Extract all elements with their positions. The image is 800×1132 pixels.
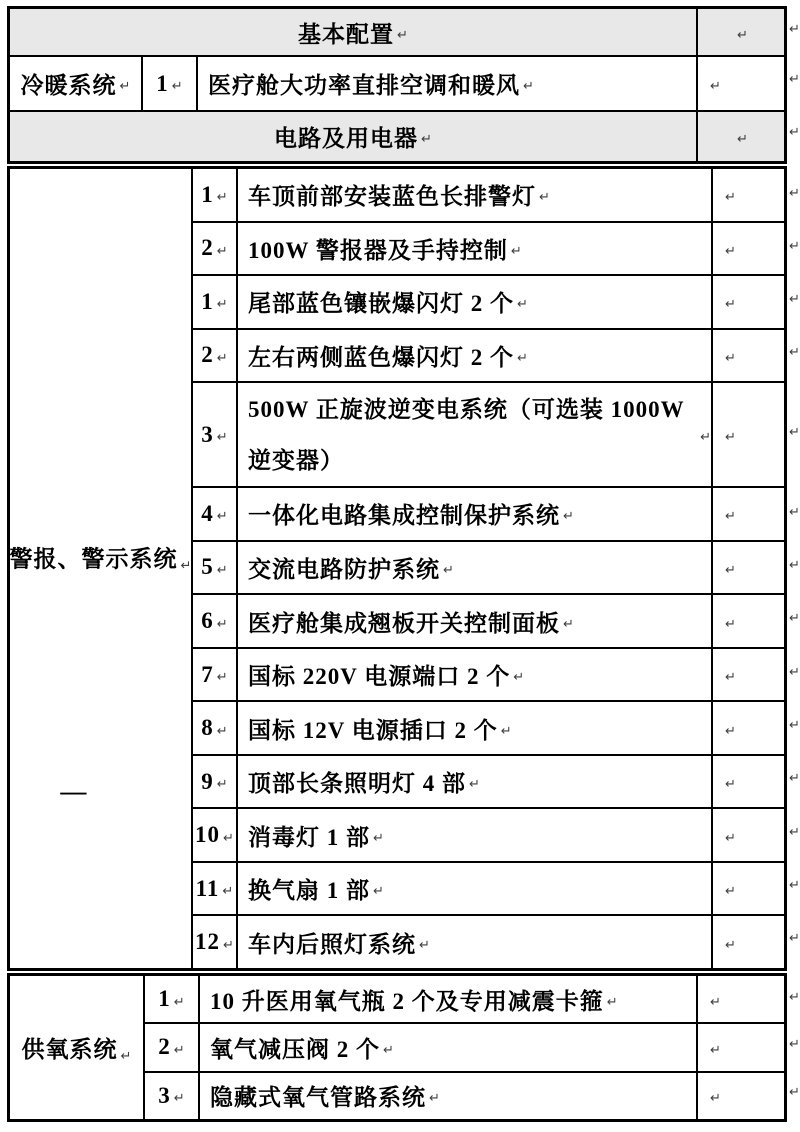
item-number: 2 xyxy=(201,342,214,368)
paragraph-mark-icon: ↵ xyxy=(725,243,736,259)
paragraph-mark-icon: ↵ xyxy=(171,79,183,94)
row-end-mark-icon: ↵ xyxy=(789,825,800,840)
paragraph-mark-icon: ↵ xyxy=(216,509,228,525)
row-end-mark-icon: ↵ xyxy=(789,345,800,360)
row-end-mark-icon: ↵ xyxy=(789,1085,800,1100)
category-label: 供氧系统 ↵ xyxy=(21,1037,132,1064)
row-end-mark-icon: ↵ xyxy=(789,931,800,946)
row-end-mark-icon: ↵ xyxy=(789,558,800,573)
number-cell xyxy=(193,169,238,221)
row-end-mark-icon: ↵ xyxy=(789,239,800,254)
row-end-mark-icon: ↵ xyxy=(789,186,800,201)
table-row xyxy=(193,593,784,647)
item-number: 4 xyxy=(201,500,214,526)
table-row-climate xyxy=(10,55,784,110)
check-cell xyxy=(713,330,784,382)
item-description: 医疗舱集成翘板开关控制面板 xyxy=(248,610,560,636)
table-row xyxy=(193,861,784,915)
item-number: 9 xyxy=(201,768,214,794)
paragraph-mark-icon: ↵ xyxy=(725,297,736,313)
paragraph-mark-icon: ↵ xyxy=(429,1091,440,1107)
paragraph-mark-icon: ↵ xyxy=(216,777,228,793)
paragraph-mark-icon: ↵ xyxy=(119,79,131,94)
paragraph-mark-icon: ↵ xyxy=(725,430,736,446)
number-cell xyxy=(193,809,238,861)
paragraph-mark-icon: ↵ xyxy=(180,558,192,573)
item-number: 5 xyxy=(201,554,214,580)
paragraph-mark-icon: ↵ xyxy=(216,562,228,578)
item-number: 7 xyxy=(201,661,214,687)
number-cell xyxy=(143,57,198,110)
paragraph-mark-icon: ↵ xyxy=(500,723,512,739)
item-description: 国标 12V 电源插口 2 个 xyxy=(248,717,498,743)
paragraph-mark-icon: ↵ xyxy=(737,132,748,147)
table-section-oxygen xyxy=(7,973,787,1122)
item-description: 10 升医用氧气瓶 2 个及专用减震卡箍 xyxy=(210,988,604,1014)
paragraph-mark-icon: ↵ xyxy=(419,937,430,953)
description-cell xyxy=(238,383,713,486)
paragraph-mark-icon: ↵ xyxy=(216,670,228,686)
number-cell xyxy=(145,1024,200,1070)
paragraph-mark-icon: ↵ xyxy=(710,994,721,1010)
item-number: 2 xyxy=(201,235,214,261)
paragraph-mark-icon: ↵ xyxy=(173,994,185,1010)
description-cell xyxy=(238,863,713,915)
check-cell xyxy=(713,169,784,221)
table-row xyxy=(193,221,784,275)
paragraph-mark-icon: ↵ xyxy=(216,297,228,313)
check-cell xyxy=(698,1073,784,1119)
paragraph-mark-icon: ↵ xyxy=(700,430,711,446)
item-number: 6 xyxy=(201,608,214,634)
paragraph-mark-icon: ↵ xyxy=(725,350,736,366)
row-end-mark-icon: ↵ xyxy=(789,22,800,37)
table-row xyxy=(145,976,784,1022)
description-cell xyxy=(238,595,713,647)
table-row-electric-header xyxy=(10,110,784,161)
table-row-basic-header xyxy=(10,9,784,55)
number-cell xyxy=(193,542,238,594)
number-cell xyxy=(193,756,238,808)
description-cell xyxy=(238,488,713,540)
paragraph-mark-icon: ↵ xyxy=(173,1091,185,1107)
table-section-alarm xyxy=(7,166,787,971)
paragraph-mark-icon: ↵ xyxy=(120,1049,132,1064)
row-end-mark-icon: ↵ xyxy=(789,72,800,87)
paragraph-mark-icon: ↵ xyxy=(710,1042,721,1058)
number-cell xyxy=(193,649,238,701)
paragraph-mark-icon: ↵ xyxy=(517,350,528,366)
check-cell xyxy=(713,702,784,754)
row-end-mark-icon: ↵ xyxy=(789,611,800,626)
table-row xyxy=(193,328,784,382)
description-cell xyxy=(238,169,713,221)
paragraph-mark-icon: ↵ xyxy=(443,562,454,578)
alarm-rows xyxy=(193,169,784,968)
paragraph-mark-icon: ↵ xyxy=(725,670,736,686)
paragraph-mark-icon: ↵ xyxy=(737,27,748,43)
row-end-mark-icon: ↵ xyxy=(789,990,800,1005)
item-description: 换气扇 1 部 xyxy=(248,878,370,904)
item-description: 国标 220V 电源端口 2 个 xyxy=(248,664,511,690)
paragraph-mark-icon: ↵ xyxy=(469,777,480,793)
table-row xyxy=(193,914,784,968)
check-cell xyxy=(698,9,784,55)
paragraph-mark-icon: ↵ xyxy=(216,350,228,366)
number-cell xyxy=(193,276,238,328)
paragraph-mark-icon: ↵ xyxy=(223,937,234,953)
category-label: 警报、警示系统 ↵ xyxy=(9,546,192,573)
table-row xyxy=(193,169,784,221)
paragraph-mark-icon: ↵ xyxy=(222,884,234,900)
check-cell xyxy=(698,1024,784,1070)
table-section-basic xyxy=(7,6,787,164)
paragraph-mark-icon: ↵ xyxy=(383,1042,394,1058)
table-row xyxy=(193,381,784,486)
table-row xyxy=(145,1071,784,1119)
check-cell xyxy=(713,488,784,540)
table-row xyxy=(193,807,784,861)
item-description: 一体化电路集成控制保护系统 xyxy=(248,503,560,529)
paragraph-mark-icon: ↵ xyxy=(216,430,228,446)
paragraph-mark-icon: ↵ xyxy=(606,994,618,1010)
header-cell-electric xyxy=(10,112,698,161)
description-cell xyxy=(238,223,713,275)
check-cell xyxy=(713,595,784,647)
item-description: 尾部蓝色镶嵌爆闪灯 2 个 xyxy=(248,291,514,317)
table-row xyxy=(145,1022,784,1070)
item-number: 8 xyxy=(201,715,214,741)
table-row xyxy=(193,700,784,754)
item-description: 500W 正旋波逆变电系统（可选装 1000W 逆变器） xyxy=(248,396,685,473)
item-description: 氧气减压阀 2 个 xyxy=(210,1036,380,1062)
dash-text: — xyxy=(60,777,87,807)
paragraph-mark-icon: ↵ xyxy=(725,937,736,953)
item-number: 1 xyxy=(158,986,171,1012)
row-end-mark-icon: ↵ xyxy=(789,718,800,733)
description-cell xyxy=(238,542,713,594)
row-end-mark-icon: ↵ xyxy=(789,665,800,680)
table-row xyxy=(193,274,784,328)
item-number: 1 xyxy=(201,288,214,314)
check-cell xyxy=(698,112,784,161)
description-cell xyxy=(238,702,713,754)
paragraph-mark-icon: ↵ xyxy=(539,190,550,206)
item-number: 11 xyxy=(195,875,220,901)
row-end-mark-icon: ↵ xyxy=(789,292,800,307)
item-description: 100W 警报器及手持控制 xyxy=(248,237,508,263)
paragraph-mark-icon: ↵ xyxy=(510,243,522,259)
paragraph-mark-icon: ↵ xyxy=(710,1091,721,1107)
item-number: 1 xyxy=(156,70,169,96)
section-title: 电路及用电器 xyxy=(274,126,419,151)
paragraph-mark-icon: ↵ xyxy=(373,830,384,846)
item-description: 交流电路防护系统 xyxy=(248,556,440,582)
row-end-mark-icon: ↵ xyxy=(789,125,800,140)
paragraph-mark-icon: ↵ xyxy=(725,777,736,793)
description-cell xyxy=(200,1024,698,1070)
paragraph-mark-icon: ↵ xyxy=(397,27,408,43)
item-number: 3 xyxy=(158,1082,171,1108)
row-end-marks xyxy=(789,0,800,1132)
item-description: 车顶前部安装蓝色长排警灯 xyxy=(248,184,536,210)
section-title: 基本配置 xyxy=(298,21,395,47)
row-end-mark-icon: ↵ xyxy=(789,771,800,786)
paragraph-mark-icon: ↵ xyxy=(517,297,528,313)
number-cell xyxy=(145,976,200,1022)
paragraph-mark-icon: ↵ xyxy=(725,616,736,632)
paragraph-mark-icon: ↵ xyxy=(725,884,736,900)
description-cell xyxy=(238,330,713,382)
row-end-mark-icon: ↵ xyxy=(789,505,800,520)
number-cell xyxy=(193,488,238,540)
check-cell xyxy=(713,863,784,915)
row-end-mark-icon: ↵ xyxy=(789,878,800,893)
row-end-mark-icon: ↵ xyxy=(789,1037,800,1052)
check-cell xyxy=(698,57,784,110)
paragraph-mark-icon: ↵ xyxy=(563,616,574,632)
paragraph-mark-icon: ↵ xyxy=(563,509,574,525)
check-cell xyxy=(713,809,784,861)
description-cell xyxy=(238,276,713,328)
item-number: 12 xyxy=(195,929,221,955)
row-end-mark-icon: ↵ xyxy=(789,425,800,440)
item-description: 顶部长条照明灯 4 部 xyxy=(248,771,466,797)
paragraph-mark-icon: ↵ xyxy=(725,830,736,846)
item-description: 消毒灯 1 部 xyxy=(248,824,370,850)
category-label: 冷暖系统 xyxy=(20,73,117,98)
table-row xyxy=(193,540,784,594)
paragraph-mark-icon: ↵ xyxy=(421,132,432,147)
number-cell xyxy=(193,595,238,647)
category-cell-alarm xyxy=(10,169,193,968)
oxygen-rows xyxy=(145,976,784,1119)
paragraph-mark-icon: ↵ xyxy=(216,616,228,632)
check-cell xyxy=(713,276,784,328)
paragraph-mark-icon: ↵ xyxy=(710,79,721,94)
paragraph-mark-icon: ↵ xyxy=(223,830,234,846)
number-cell xyxy=(193,383,238,486)
check-cell xyxy=(713,756,784,808)
number-cell xyxy=(193,863,238,915)
description-cell xyxy=(200,1073,698,1119)
description-cell xyxy=(238,809,713,861)
paragraph-mark-icon: ↵ xyxy=(173,1042,185,1058)
category-cell xyxy=(10,57,143,110)
check-cell xyxy=(713,542,784,594)
item-description: 左右两侧蓝色爆闪灯 2 个 xyxy=(248,344,514,370)
number-cell xyxy=(145,1073,200,1119)
item-description: 医疗舱大功率直排空调和暖风 xyxy=(208,73,520,98)
number-cell xyxy=(193,916,238,968)
table-row xyxy=(193,486,784,540)
check-cell xyxy=(713,649,784,701)
paragraph-mark-icon: ↵ xyxy=(216,243,228,259)
category-cell-oxygen xyxy=(10,976,145,1119)
check-cell xyxy=(698,976,784,1022)
check-cell xyxy=(713,383,784,486)
number-cell xyxy=(193,330,238,382)
paragraph-mark-icon: ↵ xyxy=(373,884,384,900)
item-number: 2 xyxy=(158,1034,171,1060)
item-number: 1 xyxy=(201,181,214,207)
description-cell xyxy=(238,916,713,968)
paragraph-mark-icon: ↵ xyxy=(725,562,736,578)
number-cell xyxy=(193,223,238,275)
item-number: 10 xyxy=(195,822,221,848)
header-cell-basic xyxy=(10,9,698,55)
item-description: 车内后照灯系统 xyxy=(248,931,416,957)
table-row xyxy=(193,754,784,808)
description-cell xyxy=(238,756,713,808)
check-cell xyxy=(713,223,784,275)
item-number: 3 xyxy=(201,421,214,447)
description-cell xyxy=(238,649,713,701)
item-description: 隐藏式氧气管路系统 xyxy=(210,1085,426,1111)
paragraph-mark-icon: ↵ xyxy=(725,509,736,525)
description-cell xyxy=(198,57,698,110)
paragraph-mark-icon: ↵ xyxy=(216,190,228,206)
table-row xyxy=(193,647,784,701)
number-cell xyxy=(193,702,238,754)
paragraph-mark-icon: ↵ xyxy=(725,723,736,739)
paragraph-mark-icon: ↵ xyxy=(216,723,228,739)
description-cell xyxy=(200,976,698,1022)
paragraph-mark-icon: ↵ xyxy=(523,79,534,94)
check-cell xyxy=(713,916,784,968)
paragraph-mark-icon: ↵ xyxy=(725,190,736,206)
paragraph-mark-icon: ↵ xyxy=(513,670,525,686)
